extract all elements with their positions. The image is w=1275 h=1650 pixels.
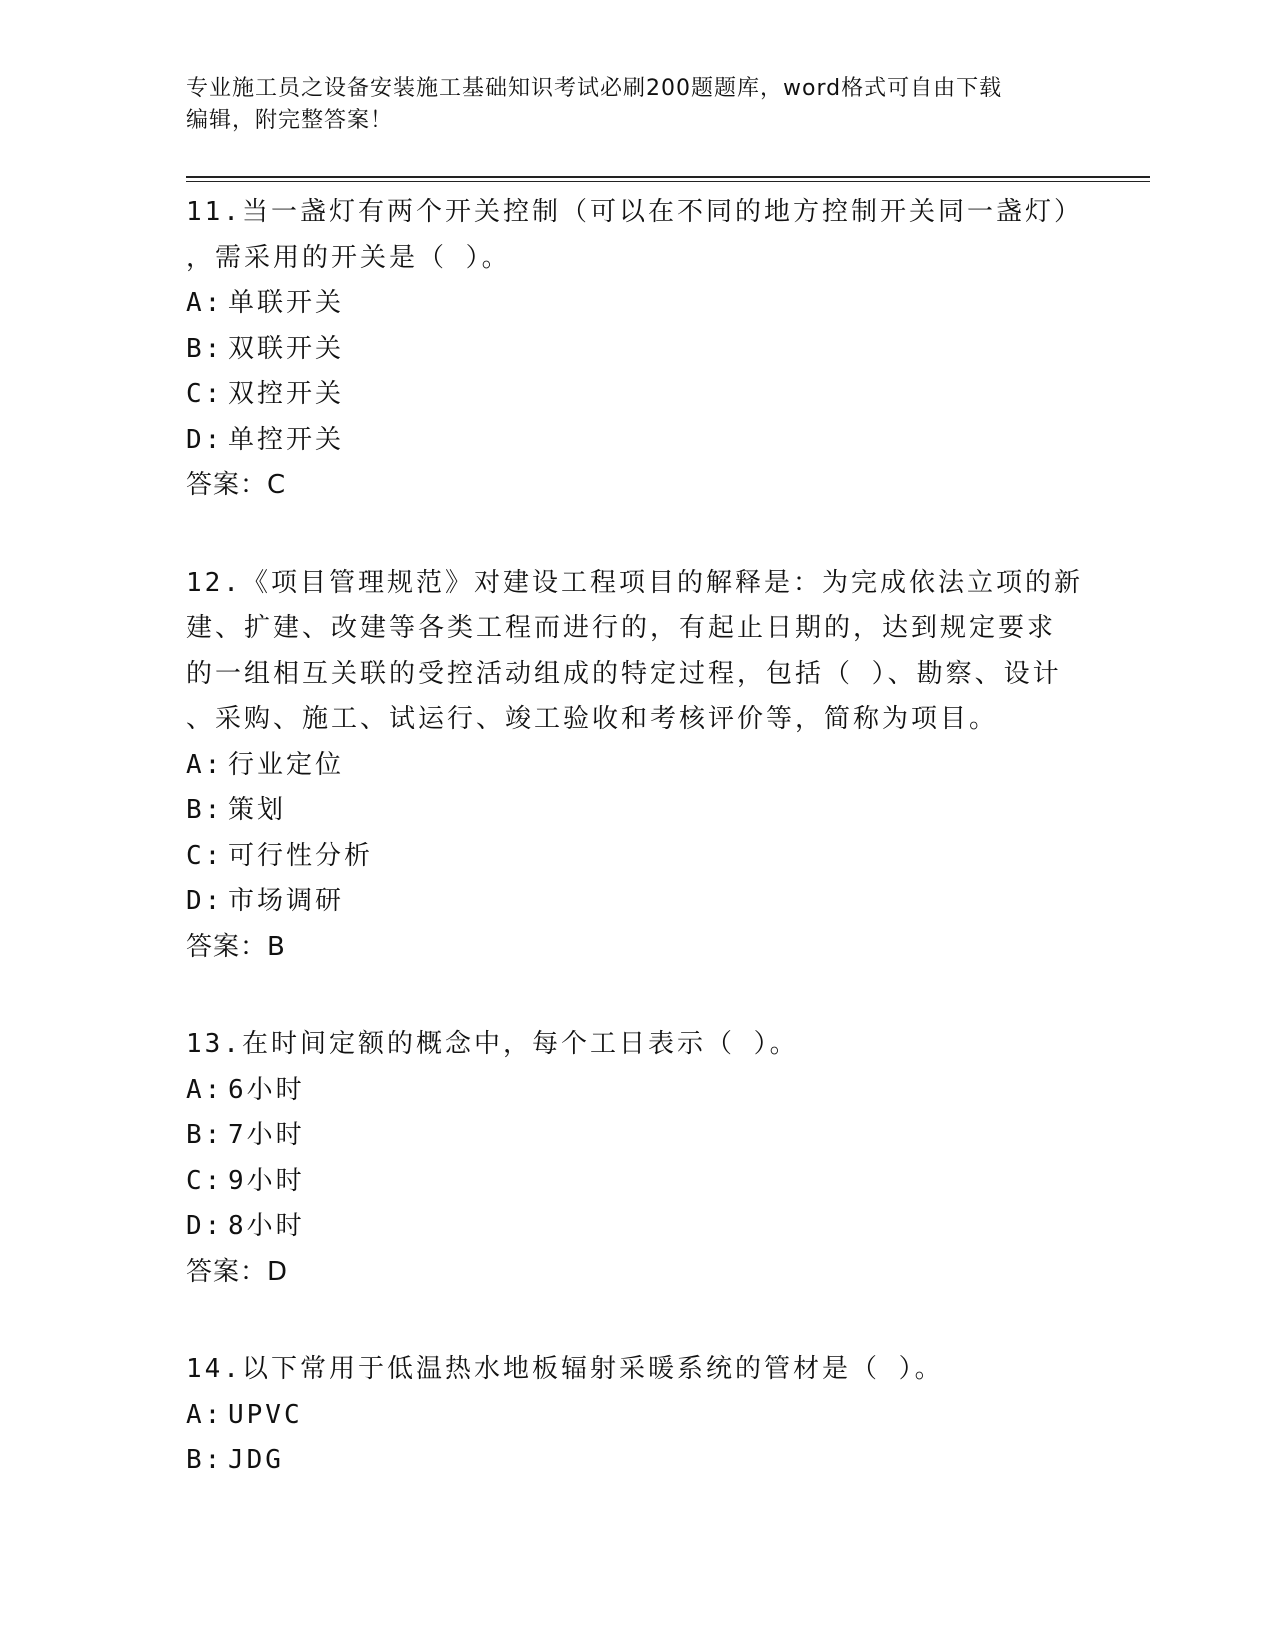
- option-a: [186, 743, 1086, 789]
- question-text-line: 的一组相互关联的受控活动组成的特定过程，包括（ ）、勘察、设计: [186, 658, 1062, 689]
- question-text: [186, 1022, 1086, 1068]
- question-12: [186, 561, 1086, 971]
- option-text: 8小时: [228, 1211, 305, 1241]
- question-text-line: 12.《项目管理规范》对建设工程项目的解释是：为完成依法立项的新: [186, 567, 1083, 598]
- option-text: JDG: [228, 1445, 284, 1475]
- option-d: [186, 418, 1086, 464]
- answer: 答案：C: [186, 470, 287, 500]
- question-13: [186, 1022, 1086, 1295]
- option-text: 单联开关: [228, 288, 345, 318]
- option-a: [186, 1393, 1086, 1439]
- option-label: A:: [186, 288, 224, 318]
- option-d: [186, 879, 1086, 925]
- question-text: [186, 190, 1086, 281]
- option-text: 6小时: [228, 1074, 305, 1105]
- question-text-line: 、采购、施工、试运行、竣工验收和考核评价等，简称为项目。: [186, 704, 999, 734]
- document-header: [186, 73, 1066, 137]
- option-label: D:: [186, 886, 224, 916]
- option-label: D:: [186, 424, 224, 455]
- option-label: B:: [186, 1120, 224, 1150]
- question-14: [186, 1347, 1086, 1484]
- option-label: A:: [186, 749, 224, 780]
- question-text: [186, 561, 1086, 743]
- option-a: [186, 1068, 1086, 1114]
- header-title-line-1: 专业施工员之设备安装施工基础知识考试必刷200题题库，word格式可自由下载: [186, 76, 1003, 101]
- option-b: [186, 1113, 1086, 1159]
- option-d: [186, 1204, 1086, 1250]
- option-text: 7小时: [228, 1120, 305, 1150]
- option-label: C:: [186, 379, 224, 409]
- question-11: [186, 190, 1086, 509]
- option-c: [186, 1159, 1086, 1205]
- option-text: 可行性分析: [228, 840, 374, 871]
- option-label: D:: [186, 1211, 224, 1241]
- question-text-line: 建、扩建、改建等各类工程而进行的，有起止日期的，达到规定要求: [186, 613, 1057, 643]
- option-a: [186, 281, 1086, 327]
- question-text-line: ，需采用的开关是（ ）。: [186, 242, 511, 273]
- option-label: B:: [186, 795, 224, 825]
- option-text: 策划: [228, 795, 287, 825]
- option-label: C:: [186, 1165, 224, 1196]
- option-text: 行业定位: [228, 749, 345, 780]
- header-title-line-2: 编辑，附完整答案！: [186, 108, 394, 133]
- option-text: 双控开关: [228, 379, 345, 409]
- question-list: [186, 190, 1086, 1536]
- option-text: 单控开关: [228, 424, 345, 455]
- option-label: A:: [186, 1399, 224, 1430]
- option-label: C:: [186, 840, 224, 871]
- header-divider-thin: [186, 181, 1150, 182]
- option-text: 9小时: [228, 1165, 305, 1196]
- option-b: [186, 327, 1086, 373]
- question-text-line: 13.在时间定额的概念中，每个工日表示（ ）。: [186, 1029, 799, 1059]
- option-b: [186, 788, 1086, 834]
- option-text: 双联开关: [228, 333, 345, 364]
- option-c: [186, 834, 1086, 880]
- option-text: 市场调研: [228, 886, 345, 916]
- header-divider-thick: [186, 176, 1150, 178]
- question-text: [186, 1347, 1086, 1393]
- option-label: A:: [186, 1074, 224, 1105]
- option-b: [186, 1438, 1086, 1484]
- answer: 答案：D: [186, 1256, 289, 1287]
- answer: 答案：B: [186, 931, 286, 962]
- option-c: [186, 372, 1086, 418]
- option-label: B:: [186, 333, 224, 364]
- question-text-line: 11.当一盏灯有两个开关控制（可以在不同的地方控制开关同一盏灯）: [186, 197, 1083, 227]
- option-label: B:: [186, 1445, 224, 1475]
- question-text-line: 14.以下常用于低温热水地板辐射采暖系统的管材是（ ）。: [186, 1354, 944, 1384]
- option-text: UPVC: [228, 1399, 303, 1430]
